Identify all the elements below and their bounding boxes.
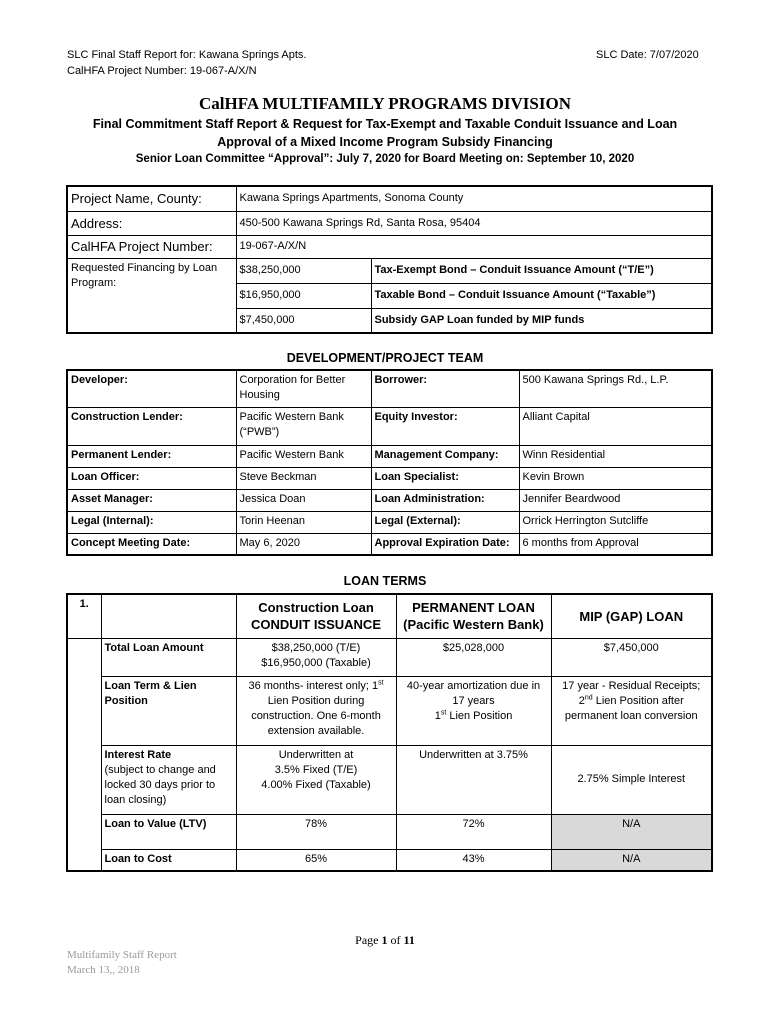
team-row bbox=[67, 445, 712, 467]
page-prefix: Page bbox=[355, 933, 382, 947]
team-label: Approval Expiration Date: bbox=[371, 533, 519, 555]
project-number-label: CalHFA Project Number: bbox=[67, 235, 236, 258]
team-value: 6 months from Approval bbox=[519, 533, 712, 555]
rate-construction-line-2: 3.5% Fixed (T/E) bbox=[274, 763, 358, 776]
team-value: Corporation for Better Housing bbox=[236, 370, 371, 407]
team-value: Steve Beckman bbox=[236, 467, 371, 489]
total-taxable-value: $16,950,000 (Taxable) bbox=[261, 656, 371, 669]
address-value: 450-500 Kawana Springs Rd, Santa Rosa, 95404 bbox=[236, 211, 712, 235]
loan-term-mip bbox=[551, 676, 712, 745]
term-permanent-text-c: Lien Position bbox=[446, 709, 513, 722]
team-label: Concept Meeting Date: bbox=[67, 533, 236, 555]
term-permanent-lien bbox=[400, 709, 548, 724]
team-label: Loan Administration: bbox=[371, 489, 519, 511]
team-value: Torin Heenan bbox=[236, 511, 371, 533]
total-loan-permanent: $25,028,000 bbox=[396, 638, 551, 676]
team-value: Jennifer Beardwood bbox=[519, 489, 712, 511]
total-loan-row bbox=[67, 638, 712, 676]
interest-rate-label-cell bbox=[101, 745, 236, 814]
team-label: Loan Specialist: bbox=[371, 467, 519, 489]
mip-loan-header: MIP (GAP) LOAN bbox=[551, 594, 712, 638]
financing-amount: $16,950,000 bbox=[236, 283, 371, 308]
header-report-for: SLC Final Staff Report for: Kawana Springs Apts. bbox=[67, 49, 307, 61]
loan-term-label: Loan Term & Lien Position bbox=[101, 676, 236, 745]
team-label: Borrower: bbox=[371, 370, 519, 407]
term-mip-text-a: 17 year - Residual Receipts; bbox=[562, 679, 701, 692]
ltc-mip: N/A bbox=[551, 849, 712, 871]
permanent-loan-header bbox=[396, 594, 551, 638]
loan-terms-heading: LOAN TERMS bbox=[343, 574, 427, 588]
ltv-construction: 78% bbox=[236, 814, 396, 849]
number-column-cell bbox=[67, 638, 101, 871]
team-value: Alliant Capital bbox=[519, 407, 712, 445]
loan-term-permanent bbox=[396, 676, 551, 745]
financing-desc: Subsidy GAP Loan funded by MIP funds bbox=[371, 308, 712, 333]
term-mip-text-b: 2 bbox=[578, 694, 585, 707]
ltc-label: Loan to Cost bbox=[101, 849, 236, 871]
title-line-1: Final Commitment Staff Report & Request for Tax-Exempt and Taxable Conduit Issuance and Loan bbox=[92, 117, 678, 131]
team-label: Developer: bbox=[67, 370, 236, 407]
team-row bbox=[67, 370, 712, 407]
permanent-header-line-1: PERMANENT LOAN bbox=[412, 600, 535, 616]
team-row bbox=[67, 533, 712, 555]
interest-rate-label: Interest Rate bbox=[104, 748, 172, 761]
page-current: 1 bbox=[381, 933, 388, 947]
project-name-row bbox=[67, 186, 712, 211]
team-label: Management Company: bbox=[371, 445, 519, 467]
financing-amount: $7,450,000 bbox=[236, 308, 371, 333]
term-mip-text-c: Lien Position after permanent loan conversion bbox=[564, 694, 698, 722]
loan-terms-header-row bbox=[67, 594, 712, 638]
footer-report-date: March 13,, 2018 bbox=[67, 964, 140, 976]
financing-label: Requested Financing by Loan Program: bbox=[67, 258, 236, 333]
team-row bbox=[67, 511, 712, 533]
loan-term-row bbox=[67, 676, 712, 745]
team-value: Pacific Western Bank (“PWB”) bbox=[236, 407, 371, 445]
term-permanent-text-a: 40-year amortization due in 17 years bbox=[406, 679, 541, 707]
team-label: Legal (External): bbox=[371, 511, 519, 533]
project-number-value: 19-067-A/X/N bbox=[236, 235, 712, 258]
financing-amount: $38,250,000 bbox=[236, 258, 371, 283]
financing-row bbox=[67, 258, 712, 283]
page-of: of bbox=[387, 933, 404, 947]
footer-report-name: Multifamily Staff Report bbox=[67, 949, 177, 961]
ltv-permanent: 72% bbox=[396, 814, 551, 849]
team-label: Loan Officer: bbox=[67, 467, 236, 489]
blank-header-cell bbox=[101, 594, 236, 638]
team-row bbox=[67, 407, 712, 445]
total-te-value: $38,250,000 (T/E) bbox=[271, 641, 361, 654]
team-value: May 6, 2020 bbox=[236, 533, 371, 555]
team-row bbox=[67, 467, 712, 489]
address-row bbox=[67, 211, 712, 235]
interest-rate-row bbox=[67, 745, 712, 814]
term-mip-sup: nd bbox=[584, 693, 593, 701]
project-name-label: Project Name, County: bbox=[67, 186, 236, 211]
section-number: 1. bbox=[67, 594, 101, 638]
loan-term-construction bbox=[236, 676, 396, 745]
term-permanent-text-b: 1 bbox=[434, 709, 441, 722]
construction-header-line-2: CONDUIT ISSUANCE bbox=[250, 617, 381, 633]
term-construction-sup: st bbox=[378, 678, 384, 686]
team-value: Winn Residential bbox=[519, 445, 712, 467]
team-label: Equity Investor: bbox=[371, 407, 519, 445]
interest-rate-sublabel: (subject to change and locked 30 days prior to loan closing) bbox=[104, 763, 216, 806]
ltv-label: Loan to Value (LTV) bbox=[101, 814, 236, 849]
term-permanent-sup: st bbox=[440, 708, 447, 716]
title-line-3: Senior Loan Committee “Approval”: July 7, 2020 for Board Meeting on: September 10, 2020 bbox=[135, 153, 635, 165]
rate-construction-line-3: 4.00% Fixed (Taxable) bbox=[261, 778, 371, 791]
ltv-mip: N/A bbox=[551, 814, 712, 849]
team-label: Legal (Internal): bbox=[67, 511, 236, 533]
team-value: Orrick Herrington Sutcliffe bbox=[519, 511, 712, 533]
header-project-number: CalHFA Project Number: 19-067-A/X/N bbox=[67, 65, 257, 77]
term-construction-text-b: Lien Position during construction. One 6-month extension available. bbox=[251, 694, 381, 737]
total-loan-construction bbox=[236, 638, 396, 676]
division-title: CalHFA MULTIFAMILY PROGRAMS DIVISION bbox=[199, 94, 571, 113]
loan-terms-table bbox=[66, 593, 713, 872]
team-label: Construction Lender: bbox=[67, 407, 236, 445]
team-value: Kevin Brown bbox=[519, 467, 712, 489]
ltc-construction: 65% bbox=[236, 849, 396, 871]
ltc-permanent: 43% bbox=[396, 849, 551, 871]
project-name-value: Kawana Springs Apartments, Sonoma County bbox=[236, 186, 712, 211]
construction-loan-header bbox=[236, 594, 396, 638]
team-value: Pacific Western Bank bbox=[236, 445, 371, 467]
team-value: Jessica Doan bbox=[236, 489, 371, 511]
financing-desc: Tax-Exempt Bond – Conduit Issuance Amount (“T/E”) bbox=[371, 258, 712, 283]
financing-desc: Taxable Bond – Conduit Issuance Amount (“Taxable”) bbox=[371, 283, 712, 308]
team-table bbox=[66, 369, 713, 556]
rate-construction-line-1: Underwritten at bbox=[278, 748, 354, 761]
permanent-header-line-2: (Pacific Western Bank) bbox=[403, 617, 544, 633]
term-construction-text-a: 36 months- interest only; 1 bbox=[248, 679, 379, 692]
construction-header-line-1: Construction Loan bbox=[258, 600, 374, 616]
team-heading: DEVELOPMENT/PROJECT TEAM bbox=[286, 351, 484, 365]
team-row bbox=[67, 489, 712, 511]
address-label: Address: bbox=[67, 211, 236, 235]
team-label: Permanent Lender: bbox=[67, 445, 236, 467]
team-label: Asset Manager: bbox=[67, 489, 236, 511]
interest-rate-construction bbox=[236, 745, 396, 814]
header-slc-date: SLC Date: 7/07/2020 bbox=[596, 49, 699, 61]
project-info-table bbox=[66, 185, 713, 334]
ltc-row bbox=[67, 849, 712, 871]
total-loan-label: Total Loan Amount bbox=[101, 638, 236, 676]
team-value: 500 Kawana Springs Rd., L.P. bbox=[519, 370, 712, 407]
term-mip-lien bbox=[555, 694, 709, 724]
ltv-row bbox=[67, 814, 712, 849]
project-number-row bbox=[67, 235, 712, 258]
interest-rate-permanent: Underwritten at 3.75% bbox=[396, 745, 551, 814]
page-total: 11 bbox=[403, 933, 415, 947]
total-loan-mip: $7,450,000 bbox=[551, 638, 712, 676]
interest-rate-mip: 2.75% Simple Interest bbox=[551, 745, 712, 814]
page-number bbox=[0, 933, 770, 948]
title-line-2: Approval of a Mixed Income Program Subsidy Financing bbox=[217, 135, 553, 149]
